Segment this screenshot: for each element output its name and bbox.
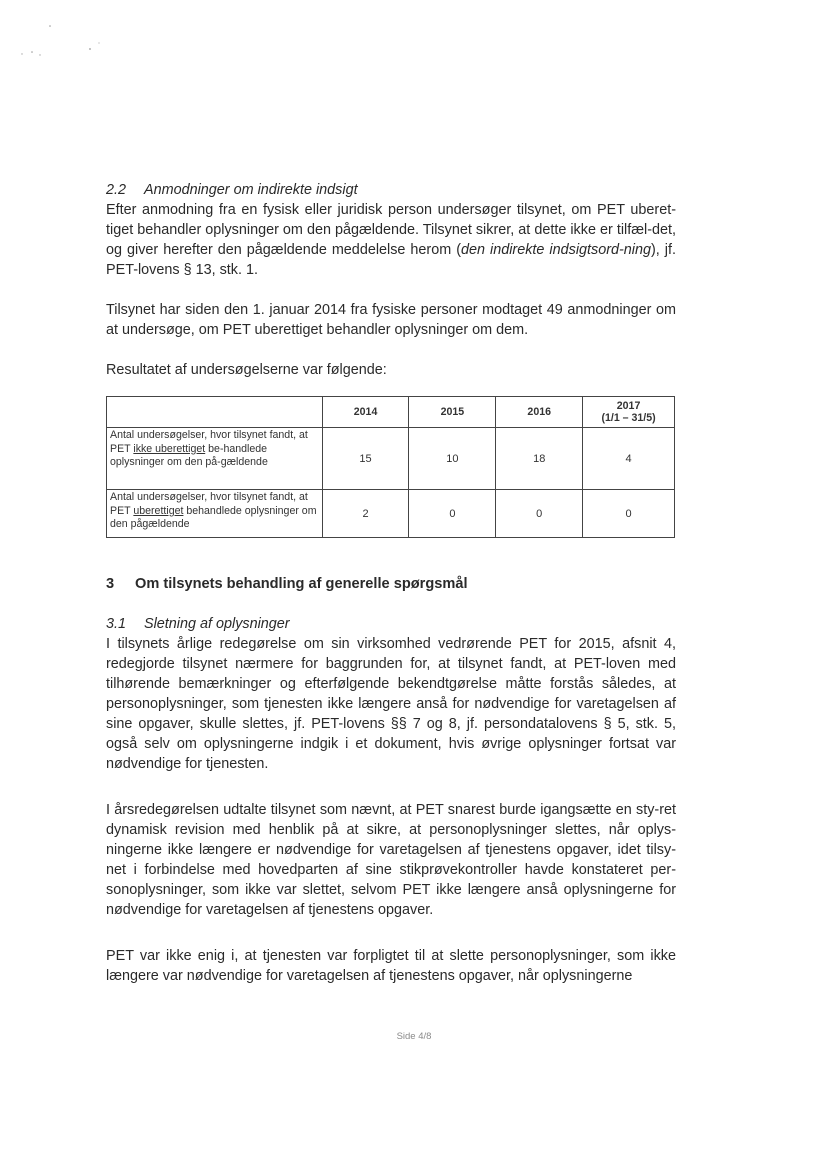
section-3-heading	[106, 574, 676, 594]
section-2-2-paragraph-2: Tilsynet har siden den 1. januar 2014 fra fysiske personer modtaget 49 anmodninger om at undersøge, om PET uberettiget behandler oplysninger om dem.	[106, 302, 676, 338]
section-2-2-title: Anmodninger om indirekte indsigt	[144, 182, 358, 198]
table-header-cell	[107, 397, 323, 428]
results-table	[106, 396, 675, 538]
table-row	[107, 490, 675, 538]
header-2017-period: (1/1 – 31/5)	[601, 412, 656, 424]
section-2-2-number: 2.2	[106, 182, 127, 198]
section-2-2-heading	[106, 180, 676, 200]
main-content	[106, 180, 676, 986]
section-3-1-paragraph-3: PET var ikke enig i, at tjenesten var forpligtet til at slette personoplysninger, som ikke længere var nødvendige for varetagelsen af tjenestens opgaver, når oplysningerne	[106, 948, 676, 984]
section-3-1-title: Sletning af oplysninger	[144, 616, 290, 632]
p1-text-b: ), jf. PET-lovens § 13, stk. 1.	[106, 242, 676, 278]
table-header-row	[107, 397, 675, 428]
row-label: Antal undersøgelser, hvor tilsynet fandt, at PET uberettiget behandlede oplysninger om den pågældende	[107, 490, 323, 538]
table-cell: 4	[583, 428, 675, 490]
table-row	[107, 428, 675, 490]
table-cell: 18	[496, 428, 583, 490]
section-3-title: Om tilsynets behandling af generelle spørgsmål	[135, 576, 468, 592]
page-number: Side 4/8	[396, 1031, 432, 1042]
table-cell: 0	[496, 490, 583, 538]
p1-text-a: Efter anmodning fra en fysisk eller juridisk person undersøger tilsynet, om PET uberet-tiget behandler oplysninger om den pågældende. Tilsynet sikrer, at dette ikke er tilfæl-det, og giver herefter den pågældende meddelelse herom (	[106, 202, 676, 258]
section-2-2-paragraph-3: Resultatet af undersøgelserne var følgende:	[106, 362, 387, 378]
table-header-cell: 2016	[496, 397, 583, 428]
table-cell: 0	[409, 490, 496, 538]
header-2017-year: 2017	[616, 400, 641, 412]
table-header-cell-2017	[583, 397, 675, 428]
section-3-1-paragraph-2: I årsredegørelsen udtalte tilsynet som nævnt, at PET snarest burde igangsætte en sty-ret dynamisk revision med henblik på at sikre, at personoplysninger slettes, når oplys-ningerne ikke længere er nødvendige for varetagelsen af tjenestens opgaver, idet tilsy-net i forbindelse med hovedparten af sine stikprøvekontroller havde konstateret per-sonoplysninger, som ikke var slettet, selvom PET ikke længere anså oplysningerne for nødvendige for varetagelsen af tjenestens opgaver.	[106, 802, 676, 918]
table-cell: 0	[583, 490, 675, 538]
table-cell: 10	[409, 428, 496, 490]
section-3-1-paragraph-1: I tilsynets årlige redegørelse om sin virksomhed vedrørende PET for 2015, afsnit 4, redegjorde tilsynet nærmere for baggrunden for, at tilsynet fandt, at PET-loven med tilhørende bemærkninger og efterfølgende bekendtgørelse måtte forstås således, at personoplysninger, som tjenesten ikke længere anså for nødvendige for varetagelsen af sine opgaver, skulle slettes, jf. PET-lovens §§ 7 og 8, jf. persondatalovens § 5, stk. 5, også selv om oplysningerne indgik i et dokument, hvis øvrige oplysninger fortsat var nødvendige for tjenesten.	[106, 636, 676, 772]
section-3-1-number: 3.1	[106, 616, 127, 632]
scan-specks	[10, 22, 120, 62]
table-cell: 2	[322, 490, 409, 538]
section-3-1-heading	[106, 614, 676, 634]
table-header-cell: 2014	[322, 397, 409, 428]
section-3-number: 3	[106, 576, 115, 592]
section-2-2-paragraph-1	[106, 200, 676, 280]
table-header-cell: 2015	[409, 397, 496, 428]
row-label: Antal undersøgelser, hvor tilsynet fandt, at PET ikke uberettiget be-handlede oplysninger om den på-gældende	[107, 428, 323, 490]
p1-italic-term: den indirekte indsigtsord-ning	[461, 242, 652, 258]
table-cell: 15	[322, 428, 409, 490]
